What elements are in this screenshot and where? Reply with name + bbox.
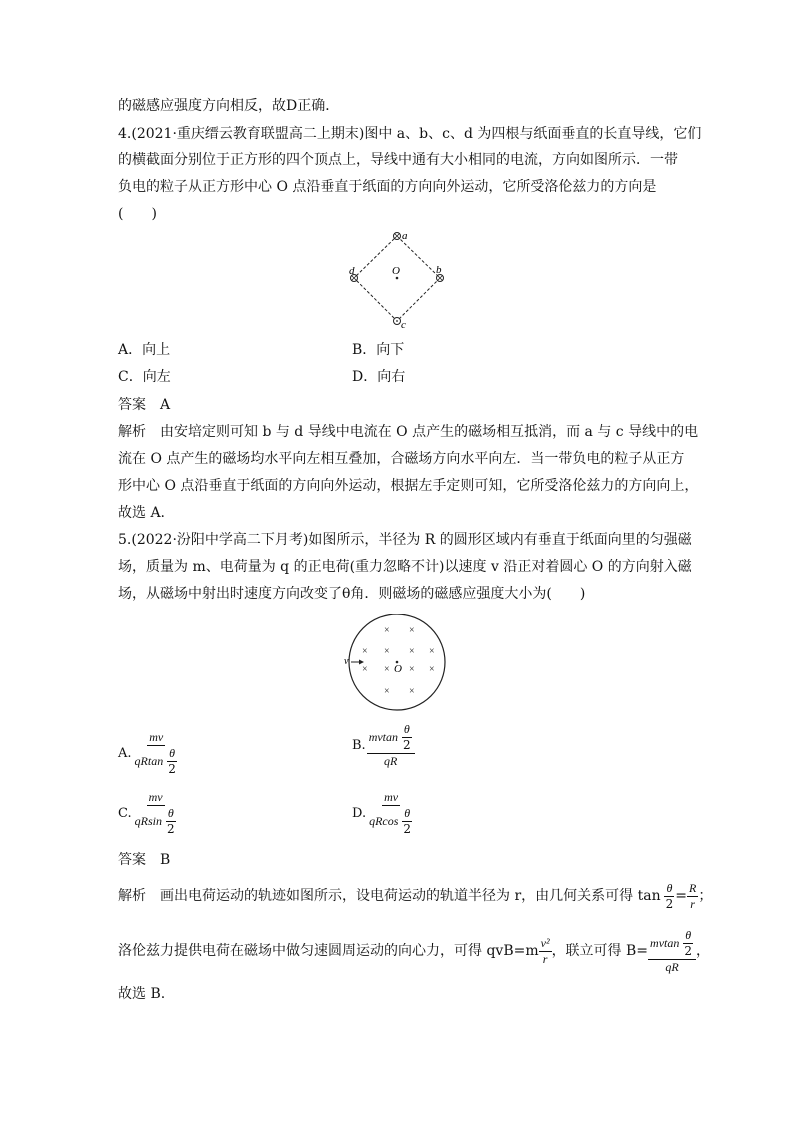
q4-stem-line-4: ( )	[118, 206, 157, 222]
q4-analysis-line-2: 流在 O 点产生的磁场均水平向左相互叠加，合磁场方向水平向左．当一带负电的粒子从正方	[118, 451, 685, 467]
svg-text:×: ×	[384, 686, 390, 697]
svg-text:×: ×	[409, 686, 415, 697]
svg-text:×: ×	[409, 664, 415, 675]
q5-option-c: C. mv qRsin $\frac{\theta}{2}$	[118, 790, 175, 836]
label-d: d	[349, 265, 355, 277]
q5-analysis-line-1: 解析 画出电荷运动的轨迹如图所示，设电荷运动的轨道半径为 r，由几何关系可得 tan $\frac{\theta}{2}$ = $\frac{R}{r}$ ；	[118, 880, 713, 911]
svg-text:×: ×	[384, 646, 390, 657]
svg-text:×: ×	[362, 646, 368, 657]
q5-analysis-line-3: 故选 B.	[118, 986, 166, 1002]
q5-stem-line-3: 场，从磁场中射出时速度方向改变了θ角．则磁场的磁感应强度大小为( )	[118, 586, 586, 602]
q5-option-b: B. mvtan $\frac{\theta}{2}$ qR	[352, 722, 415, 769]
wire-a-symbol	[394, 233, 401, 240]
label-v: v	[344, 656, 349, 667]
svg-text:×: ×	[384, 664, 390, 675]
label-a: a	[402, 230, 408, 242]
q5-analysis-line-2: 洛伦兹力提供电荷在磁场中做匀速圆周运动的向心力，可得 qvB=m $\frac{\text{v²}}{r}$ ，联立可得 B= mvtan $\frac{\theta}{2}$ qR ，	[118, 927, 710, 974]
q5-option-a: A. mv qRtan $\frac{\theta}{2}$	[118, 730, 176, 776]
q4-answer: 答案 A	[118, 397, 171, 413]
label-c: c	[401, 319, 406, 331]
q5-stem-line-1: 5.(2022·汾阳中学高二下月考)如图所示，半径为 R 的圆形区域内有垂直于纸面向里的匀强磁	[118, 532, 692, 548]
svg-text:×: ×	[429, 664, 435, 675]
svg-text:×: ×	[409, 625, 415, 636]
q4-option-a: A．向上	[118, 342, 171, 358]
q5-stem-line-2: 场，质量为 m、电荷量为 q 的正电荷(重力忽略不计)以速度 v 沿正对着圆心 O 的方向射入磁	[118, 559, 692, 575]
wire-c-symbol	[394, 318, 401, 325]
q4-option-c: C．向左	[118, 369, 171, 385]
prev-answer-tail: 的磁感应强度方向相反，故D正确．	[118, 98, 340, 114]
q5-circle-figure	[340, 614, 452, 714]
q4-stem-line-1: 4.(2021·重庆缙云教育联盟高二上期末)图中 a、b、c、d 为四根与纸面垂直的长直导线，它们	[118, 126, 702, 142]
q4-option-d: D．向右	[352, 369, 406, 385]
q4-square-figure	[340, 224, 460, 332]
svg-text:×: ×	[409, 646, 415, 657]
label-o: O	[392, 265, 400, 277]
q4-analysis-line-3: 形中心 O 点沿垂直于纸面的方向向外运动，根据左手定则可知，它所受洛伦兹力的方向向上，	[118, 478, 699, 494]
field-crosses	[362, 625, 435, 697]
svg-text:×: ×	[362, 664, 368, 675]
q4-analysis-line-1: 解析 由安培定则可知 b 与 d 导线中电流在 O 点产生的磁场相互抵消，而 a 与 c 导线中的电	[118, 424, 699, 440]
q5-option-d: D. mv qRcos $\frac{\theta}{2}$	[352, 790, 412, 836]
q4-stem-line-3: 负电的粒子从正方形中心 O 点沿垂直于纸面的方向向外运动，它所受洛伦兹力的方向是	[118, 179, 657, 195]
q4-analysis-line-4: 故选 A.	[118, 505, 166, 521]
svg-text:×: ×	[429, 646, 435, 657]
q5-answer: 答案 B	[118, 852, 171, 868]
q4-stem-line-2: 的横截面分别位于正方形的四个顶点上，导线中通有大小相同的电流，方向如图所示．一带	[118, 152, 678, 168]
label-o-circle: O	[394, 663, 402, 675]
label-b: b	[436, 264, 442, 276]
q4-option-b: B．向下	[352, 342, 405, 358]
center-point-o	[396, 277, 399, 280]
svg-text:×: ×	[384, 625, 390, 636]
